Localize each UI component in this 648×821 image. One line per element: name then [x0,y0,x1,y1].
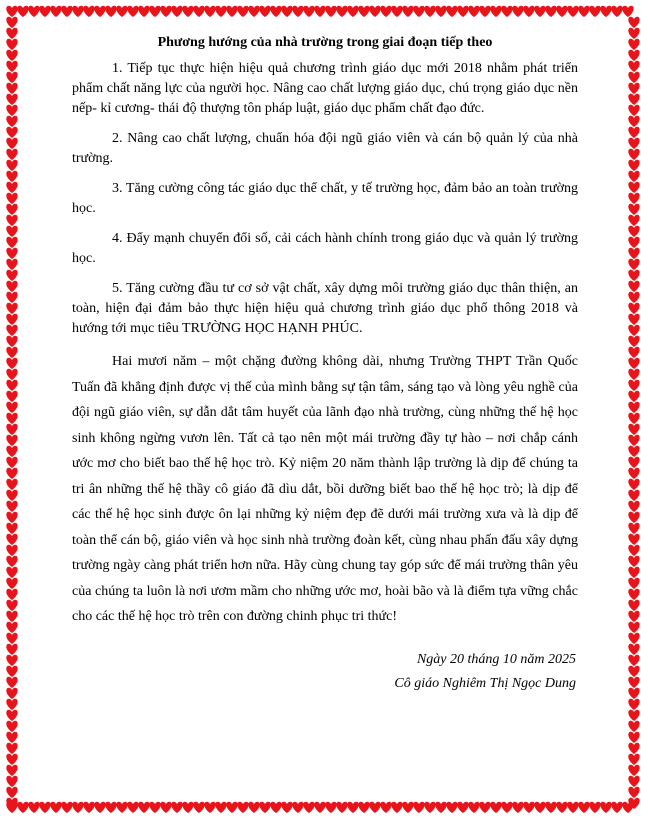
heart-icon [501,802,512,813]
heart-icon [6,281,17,292]
heart-icon [628,391,639,402]
heart-icon [628,314,639,325]
heart-icon [628,347,639,358]
heart-icon [6,116,17,127]
heart-icon [628,523,639,534]
document-page [72,34,578,794]
heart-icon [281,6,292,17]
heart-icon [6,523,17,534]
heart-icon [369,6,380,17]
heart-icon [628,127,639,138]
heart-icon [171,802,182,813]
heart-icon [50,6,61,17]
page-title: Phương hướng của nhà trường trong giai đoạn tiếp theo [157,35,493,50]
heart-icon [490,802,501,813]
heart-icon [628,226,639,237]
heart-icon [6,611,17,622]
heart-icon [628,358,639,369]
heart-icon [567,6,578,17]
heart-icon [6,215,17,226]
heart-icon [369,802,380,813]
heart-icon [628,17,639,28]
heart-icon [628,457,639,468]
heart-icon [39,802,50,813]
heart-icon [94,802,105,813]
heart-icon [193,802,204,813]
heart-icon [336,6,347,17]
heart-icon [6,644,17,655]
heart-icon [628,182,639,193]
heart-icon [127,6,138,17]
heart-icon [628,303,639,314]
heart-icon [391,6,402,17]
heart-icon [116,802,127,813]
heart-icon [600,6,611,17]
heart-icon [628,61,639,72]
heart-icon [534,6,545,17]
heart-icon [457,6,468,17]
heart-icon [6,677,17,688]
heart-icon [6,424,17,435]
heart-icon [628,743,639,754]
heart-icon [567,802,578,813]
signature-block [72,648,578,696]
heart-icon [6,710,17,721]
heart-icon [105,6,116,17]
heart-icon [628,369,639,380]
heart-icon [628,578,639,589]
heart-icon [6,765,17,776]
heart-icon [6,446,17,457]
heart-icon [6,138,17,149]
heart-icon [6,688,17,699]
heart-icon [303,802,314,813]
heart-icon [6,556,17,567]
heart-icon [628,171,639,182]
heart-icon [325,802,336,813]
heart-icon [182,6,193,17]
heart-icon [6,413,17,424]
heart-icon [160,6,171,17]
heart-icon [6,325,17,336]
heart-icon [6,457,17,468]
heart-icon [28,6,39,17]
heart-icon [578,802,589,813]
heart-icon [138,802,149,813]
heart-icon [226,6,237,17]
heart-icon [512,802,523,813]
heart-icon [6,391,17,402]
heart-icon [61,6,72,17]
heart-icon [6,545,17,556]
heart-icon [215,802,226,813]
heart-icon [611,802,622,813]
heart-icon [193,6,204,17]
heart-icon [6,589,17,600]
heart-icon [457,802,468,813]
heart-icon [628,149,639,160]
heart-icon [380,6,391,17]
heart-icon [6,314,17,325]
heart-icon [479,802,490,813]
heart-icon [6,435,17,446]
list-item: 2. Nâng cao chất lượng, chuẩn hóa đội ngũ giáo viên và cán bộ quản lý của nhà trường. [72,131,578,166]
heart-icon [628,281,639,292]
heart-icon [6,402,17,413]
heart-icon [628,50,639,61]
heart-icon [6,787,17,798]
heart-icon [424,6,435,17]
list-item: 1. Tiếp tục thực hiện hiệu quả chương trình giáo dục mới 2018 nhằm phát triển phẩm chất năng lực của người học. Nâng cao chất lượng giáo dục, chú trọng giáo dục nền nếp- kỉ cương- thái độ thượng tôn pháp luật, giáo dục phẩm chất đạo đức. [72,61,578,116]
heart-icon [628,655,639,666]
heart-icon [6,17,17,28]
heart-icon [6,72,17,83]
heart-icon [6,622,17,633]
heart-icon [628,468,639,479]
heart-icon [628,160,639,171]
heart-icon [600,802,611,813]
heart-icon [6,358,17,369]
list-item: 4. Đẩy mạnh chuyển đổi số, cải cách hành chính trong giáo dục và quản lý trường học. [72,231,578,266]
heart-icon [628,72,639,83]
heart-icon [270,802,281,813]
heart-icon [83,6,94,17]
heart-icon [259,802,270,813]
heart-icon [512,6,523,17]
heart-icon [468,802,479,813]
heart-icon [622,6,633,17]
heart-icon [6,50,17,61]
heart-icon [259,6,270,17]
heart-icon [628,292,639,303]
heart-icon [391,802,402,813]
heart-icon [628,501,639,512]
heart-icon [6,479,17,490]
heart-icon [94,6,105,17]
heart-icon [6,490,17,501]
heart-icon [336,802,347,813]
heart-icon [589,6,600,17]
heart-icon [628,765,639,776]
heart-icon [628,787,639,798]
heart-icon [61,802,72,813]
heart-icon [628,611,639,622]
heart-icon [6,270,17,281]
heart-icon [628,424,639,435]
heart-icon [6,600,17,611]
heart-icon [556,802,567,813]
heart-icon [435,6,446,17]
heart-icon [628,83,639,94]
heart-icon [6,182,17,193]
heart-icon [628,688,639,699]
heart-icon [138,6,149,17]
heart-icon [628,248,639,259]
heart-icon [534,802,545,813]
heart-icon [628,94,639,105]
heart-icon [628,204,639,215]
heart-icon [628,446,639,457]
heart-icon [6,347,17,358]
heart-icon [628,633,639,644]
heart-icon [446,802,457,813]
heart-icon [628,732,639,743]
heart-icon [160,802,171,813]
heart-icon [589,802,600,813]
heart-icon [358,802,369,813]
heart-icon [424,802,435,813]
heart-icon [628,336,639,347]
heart-icon [628,545,639,556]
heart-icon [358,6,369,17]
heart-icon [628,644,639,655]
heart-icon [6,721,17,732]
heart-icon [226,802,237,813]
heart-icon [6,94,17,105]
heart-icon [6,380,17,391]
heart-icon [628,215,639,226]
heart-icon [628,710,639,721]
heart-icon [628,534,639,545]
heart-icon [628,435,639,446]
heart-icon [6,6,17,17]
heart-icon [628,237,639,248]
heart-icon [628,512,639,523]
heart-icon [628,721,639,732]
heart-icon [628,490,639,501]
heart-icon [578,6,589,17]
heart-icon [628,556,639,567]
heart-icon [628,105,639,116]
heart-icon [628,567,639,578]
heart-icon [6,336,17,347]
heart-icon [628,259,639,270]
heart-icon [303,6,314,17]
heart-icon [479,6,490,17]
heart-icon [6,105,17,116]
heart-icon [628,622,639,633]
signature-author: Cô giáo Nghiêm Thị Ngọc Dung [394,675,576,691]
heart-icon [628,138,639,149]
heart-icon [6,754,17,765]
heart-icon [468,6,479,17]
heart-icon [628,754,639,765]
heart-icon [556,6,567,17]
heart-icon [6,204,17,215]
heart-icon [72,802,83,813]
heart-icon [6,303,17,314]
heart-icon [6,633,17,644]
heart-icon [380,802,391,813]
heart-icon [628,402,639,413]
heart-icon [6,501,17,512]
heart-icon [6,237,17,248]
heart-icon [611,6,622,17]
heart-icon [6,534,17,545]
heart-icon [248,6,259,17]
heart-icon [628,380,639,391]
heart-icon [628,600,639,611]
heart-icon [402,6,413,17]
heart-icon [347,802,358,813]
heart-icon [628,677,639,688]
heart-icon [6,226,17,237]
heart-icon [6,699,17,710]
heart-icon [6,61,17,72]
heart-icon [28,802,39,813]
heart-icon [413,6,424,17]
heart-icon [6,39,17,50]
heart-icon [83,802,94,813]
heart-icon [6,567,17,578]
heart-icon [545,802,556,813]
heart-icon [292,802,303,813]
heart-icon [149,802,160,813]
heart-icon [523,802,534,813]
heart-icon [171,6,182,17]
heart-icon [628,325,639,336]
heart-icon [270,6,281,17]
heart-icon [628,479,639,490]
heart-icon [6,259,17,270]
heart-icon [325,6,336,17]
heart-icon [6,149,17,160]
heart-icon [413,802,424,813]
heart-icon [628,270,639,281]
heart-icon [314,6,325,17]
heart-icon [248,802,259,813]
signature-date: Ngày 20 tháng 10 năm 2025 [416,651,576,667]
heart-icon [237,802,248,813]
heart-icon [149,6,160,17]
heart-icon [237,6,248,17]
heart-icon [347,6,358,17]
heart-icon [6,160,17,171]
heart-icon [204,6,215,17]
heart-icon [6,193,17,204]
heart-icon [628,776,639,787]
heart-icon [6,743,17,754]
heart-icon [6,655,17,666]
heart-icon [490,6,501,17]
list-item: 3. Tăng cường công tác giáo dục thể chất, y tế trường học, đảm bảo an toàn trường học. [72,181,578,216]
heart-icon [628,699,639,710]
heart-icon [204,802,215,813]
heart-icon [628,413,639,424]
closing-paragraph: Hai mươi năm – một chặng đường không dài, nhưng Trường THPT Trần Quốc Tuấn đã khẳng định được vị thế của mình bằng sự tận tâm, sáng tạo và lòng yêu nghề của đội ngũ giáo viên, sự dẫn dắt tâm huyết của lãnh đạo nhà trường, cùng những thế hệ học sinh không ngừng vươn lên. Tất cả tạo nên một mái trường đầy tự hào – nơi chắp cánh ước mơ cho biết bao thế hệ học trò. Kỷ niệm 20 năm thành lập trường là dịp để chúng ta tri ân những thế hệ thầy cô giáo đã dìu dắt, bồi dưỡng biết bao thế hệ học trò; là dịp để các thế hệ học sinh được ôn lại những kỷ niệm đẹp đẽ dưới mái trường xưa và là dịp để toàn thể cán bộ, giáo viên và học sinh nhà trường đoàn kết, cùng nhau phấn đấu xây dựng trường ngày càng phát triển hơn nữa. Hãy cùng chung tay góp sức để mái trường thân yêu của chúng ta luôn là nơi ươm mầm cho những ước mơ, hoài bão và là điểm tựa vững chắc cho các thế hệ học trò trên con đường chinh phục tri thức! [72,354,578,624]
heart-icon [6,776,17,787]
heart-icon [281,802,292,813]
heart-icon [6,292,17,303]
heart-icon [6,578,17,589]
heart-icon [628,193,639,204]
heart-icon [105,802,116,813]
heart-icon [501,6,512,17]
list-item: 5. Tăng cường đầu tư cơ sở vật chất, xây dựng môi trường giáo dục thân thiện, an toàn, hiện đại đảm bảo thực hiện hiệu quả chương trình giáo dục phổ thông 2018 và hướng tới mục tiêu TRƯỜNG HỌC HẠNH PHÚC. [72,281,578,336]
heart-icon [6,83,17,94]
heart-icon [628,39,639,50]
heart-icon [6,127,17,138]
heart-icon [6,28,17,39]
heart-icon [628,589,639,600]
heart-icon [402,802,413,813]
heart-icon [39,6,50,17]
heart-icon [6,512,17,523]
heart-icon [545,6,556,17]
heart-icon [435,802,446,813]
heart-icon [628,28,639,39]
heart-icon [314,802,325,813]
heart-icon [292,6,303,17]
heart-icon [17,802,28,813]
heart-icon [6,171,17,182]
heart-icon [6,666,17,677]
heart-icon [628,116,639,127]
heart-icon [182,802,193,813]
heart-icon [50,802,61,813]
heart-icon [6,468,17,479]
heart-icon [6,369,17,380]
heart-icon [215,6,226,17]
heart-icon [72,6,83,17]
heart-icon [6,732,17,743]
heart-icon [523,6,534,17]
heart-icon [628,666,639,677]
heart-icon [446,6,457,17]
heart-icon [116,6,127,17]
heart-icon [127,802,138,813]
heart-icon [17,6,28,17]
heart-icon [6,248,17,259]
